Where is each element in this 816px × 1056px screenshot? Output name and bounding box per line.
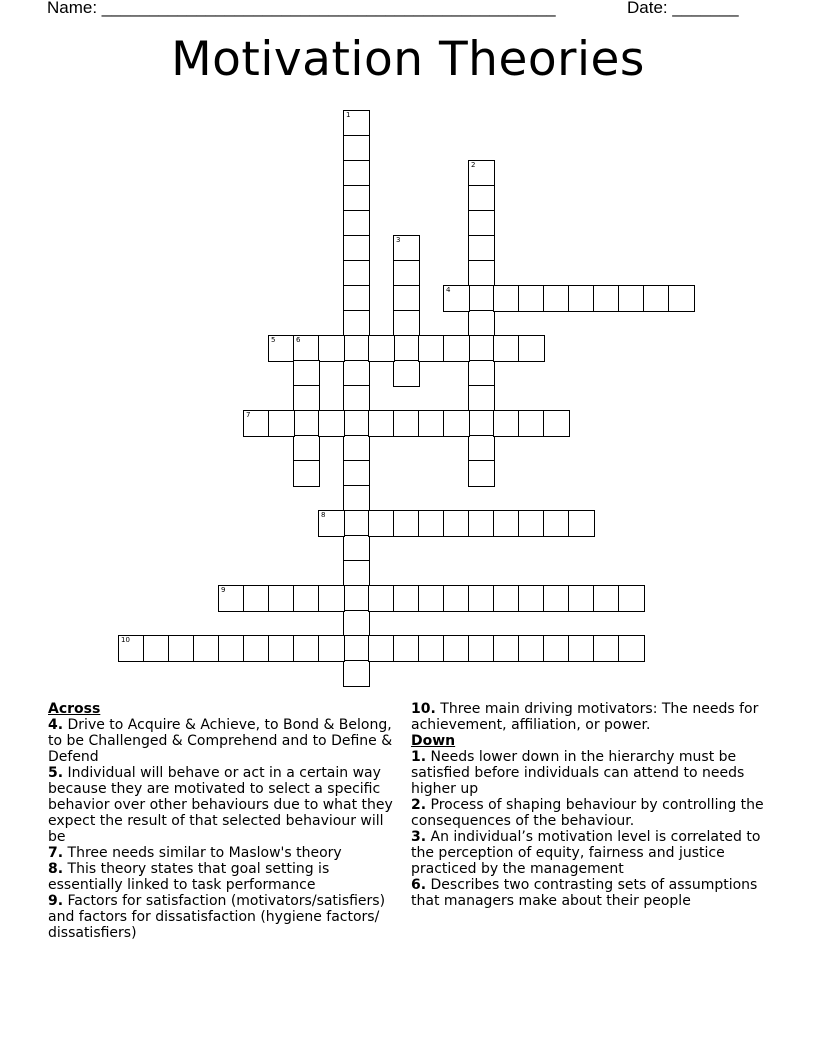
crossword-cell[interactable] <box>368 635 395 662</box>
crossword-cell[interactable] <box>443 335 470 362</box>
clue-down-6 <box>411 877 767 909</box>
crossword-cell[interactable] <box>218 635 245 662</box>
crossword-cell[interactable] <box>443 410 470 437</box>
crossword-cell[interactable] <box>293 385 320 412</box>
clue-number: 1. <box>411 749 427 765</box>
date-field-label: Date: _______ <box>627 0 739 17</box>
crossword-cell[interactable] <box>493 285 520 312</box>
crossword-cell[interactable] <box>393 360 420 387</box>
cell-number: 9 <box>221 586 226 594</box>
cell-number: 10 <box>121 636 130 644</box>
crossword-cell[interactable] <box>343 335 370 362</box>
crossword-cell[interactable] <box>343 610 370 637</box>
crossword-cell[interactable] <box>343 310 370 337</box>
crossword-cell[interactable] <box>343 535 370 562</box>
crossword-cell[interactable] <box>418 410 445 437</box>
crossword-cell[interactable] <box>343 385 370 412</box>
crossword-cell[interactable] <box>518 335 545 362</box>
crossword-cell[interactable] <box>368 510 395 537</box>
clues-left-column <box>48 701 398 941</box>
crossword-cell[interactable] <box>443 285 470 312</box>
crossword-cell[interactable] <box>468 385 495 412</box>
crossword-cell[interactable] <box>293 635 320 662</box>
cell-number: 3 <box>396 236 401 244</box>
clue-text: Factors for satisfaction (motivators/satisfiers) and factors for dissatisfaction (hygiene factors/ dissatisfiers) <box>48 893 386 941</box>
crossword-cell[interactable] <box>343 235 370 262</box>
crossword-cell[interactable] <box>493 585 520 612</box>
clue-number: 4. <box>48 717 64 733</box>
crossword-cell[interactable] <box>293 410 320 437</box>
crossword-cell[interactable] <box>393 510 420 537</box>
crossword-cell[interactable] <box>343 510 370 537</box>
crossword-cell[interactable] <box>343 210 370 237</box>
crossword-cell[interactable] <box>393 260 420 287</box>
clue-text: Process of shaping behaviour by controlling the consequences of the behaviour. <box>411 797 764 829</box>
crossword-cell[interactable] <box>468 360 495 387</box>
crossword-cell[interactable] <box>293 585 320 612</box>
crossword-cell[interactable] <box>543 285 570 312</box>
crossword-cell[interactable] <box>218 585 245 612</box>
crossword-cell[interactable] <box>443 510 470 537</box>
cell-number: 4 <box>446 286 451 294</box>
crossword-cell[interactable] <box>118 635 145 662</box>
clue-number: 9. <box>48 893 64 909</box>
crossword-cell[interactable] <box>493 335 520 362</box>
crossword-cell[interactable] <box>593 585 620 612</box>
crossword-cell[interactable] <box>518 410 545 437</box>
clue-number: 8. <box>48 861 64 877</box>
clue-across-5 <box>48 765 398 845</box>
clue-number: 6. <box>411 877 427 893</box>
crossword-cell[interactable] <box>318 410 345 437</box>
clue-text: This theory states that goal setting is essentially linked to task performance <box>48 861 330 893</box>
cell-number: 5 <box>271 336 276 344</box>
crossword-cell[interactable] <box>468 510 495 537</box>
crossword-cell[interactable] <box>393 335 420 362</box>
clue-across-8 <box>48 861 398 893</box>
crossword-cell[interactable] <box>468 235 495 262</box>
crossword-cell[interactable] <box>468 460 495 487</box>
crossword-cell[interactable] <box>518 585 545 612</box>
crossword-cell[interactable] <box>543 410 570 437</box>
crossword-cell[interactable] <box>343 110 370 137</box>
crossword-cell[interactable] <box>393 410 420 437</box>
clue-across-10 <box>411 701 767 733</box>
crossword-cell[interactable] <box>543 585 570 612</box>
crossword-cell[interactable] <box>268 635 295 662</box>
clue-number: 5. <box>48 765 64 781</box>
crossword-cell[interactable] <box>293 435 320 462</box>
crossword-cell[interactable] <box>318 510 345 537</box>
crossword-cell[interactable] <box>518 510 545 537</box>
crossword-cell[interactable] <box>468 285 495 312</box>
crossword-cell[interactable] <box>318 585 345 612</box>
crossword-cell[interactable] <box>343 185 370 212</box>
crossword-cell[interactable] <box>343 260 370 287</box>
crossword-cell[interactable] <box>343 410 370 437</box>
crossword-cell[interactable] <box>468 185 495 212</box>
crossword-cell[interactable] <box>468 635 495 662</box>
crossword-cell[interactable] <box>643 285 670 312</box>
clue-text: An individual’s motivation level is correlated to the perception of equity, fairness and justice practiced by the management <box>411 829 761 877</box>
crossword-cell[interactable] <box>393 585 420 612</box>
crossword-cell[interactable] <box>243 585 270 612</box>
crossword-cell[interactable] <box>318 335 345 362</box>
crossword-cell[interactable] <box>293 360 320 387</box>
crossword-cell[interactable] <box>393 310 420 337</box>
crossword-cell[interactable] <box>268 410 295 437</box>
crossword-cell[interactable] <box>593 285 620 312</box>
across-heading: Across <box>48 701 101 717</box>
clue-text: Describes two contrasting sets of assumptions that managers make about their people <box>411 877 758 909</box>
crossword-cell[interactable] <box>343 285 370 312</box>
crossword-cell[interactable] <box>468 435 495 462</box>
crossword-cell[interactable] <box>568 510 595 537</box>
down-heading: Down <box>411 733 456 749</box>
crossword-cell[interactable] <box>518 285 545 312</box>
crossword-cell[interactable] <box>468 410 495 437</box>
crossword-cell[interactable] <box>343 435 370 462</box>
crossword-cell[interactable] <box>168 635 195 662</box>
crossword-cell[interactable] <box>618 285 645 312</box>
crossword-cell[interactable] <box>368 335 395 362</box>
crossword-cell[interactable] <box>518 635 545 662</box>
crossword-cell[interactable] <box>393 635 420 662</box>
crossword-cell[interactable] <box>293 335 320 362</box>
crossword-cell[interactable] <box>243 410 270 437</box>
crossword-cell[interactable] <box>368 585 395 612</box>
crossword-cell[interactable] <box>418 635 445 662</box>
page-title: Motivation Theories <box>171 32 645 87</box>
clues-right-column <box>411 701 767 909</box>
crossword-cell[interactable] <box>293 460 320 487</box>
crossword-cell[interactable] <box>618 635 645 662</box>
crossword-cell[interactable] <box>418 510 445 537</box>
clue-down-1 <box>411 749 767 797</box>
clue-number: 2. <box>411 797 427 813</box>
crossword-cell[interactable] <box>343 135 370 162</box>
crossword-cell[interactable] <box>593 635 620 662</box>
clue-across-9 <box>48 893 398 941</box>
crossword-cell[interactable] <box>468 585 495 612</box>
crossword-cell[interactable] <box>343 160 370 187</box>
crossword-cell[interactable] <box>193 635 220 662</box>
crossword-cell[interactable] <box>343 635 370 662</box>
crossword-cell[interactable] <box>493 635 520 662</box>
crossword-cell[interactable] <box>143 635 170 662</box>
clue-number: 3. <box>411 829 427 845</box>
crossword-cell[interactable] <box>343 560 370 587</box>
clue-text: Three needs similar to Maslow's theory <box>67 845 342 861</box>
clue-text: Drive to Acquire & Achieve, to Bond & Belong, to be Challenged & Comprehend and to Define & Defend <box>48 717 393 765</box>
clue-down-3 <box>411 829 767 877</box>
crossword-cell[interactable] <box>668 285 695 312</box>
crossword-cell[interactable] <box>443 585 470 612</box>
crossword-cell[interactable] <box>318 635 345 662</box>
clue-text: Three main driving motivators: The needs for achievement, affiliation, or power. <box>411 701 759 733</box>
crossword-cell[interactable] <box>343 485 370 512</box>
crossword-cell[interactable] <box>468 160 495 187</box>
crossword-cell[interactable] <box>393 235 420 262</box>
crossword-cell[interactable] <box>243 635 270 662</box>
crossword-cell[interactable] <box>343 660 370 687</box>
clue-number: 7. <box>48 845 64 861</box>
cell-number: 8 <box>321 511 326 519</box>
clue-text: Individual will behave or act in a certain way because they are motivated to select a specific behavior over other behaviours due to what they expect the result of that selected behaviour will be <box>48 765 393 845</box>
cell-number: 6 <box>296 336 301 344</box>
crossword-cell[interactable] <box>343 460 370 487</box>
name-field-label: Name: ________________________________________________ <box>47 0 556 17</box>
crossword-cell[interactable] <box>468 335 495 362</box>
crossword-cell[interactable] <box>543 635 570 662</box>
crossword-cell[interactable] <box>568 585 595 612</box>
crossword-cell[interactable] <box>568 635 595 662</box>
crossword-cell[interactable] <box>343 360 370 387</box>
crossword-cell[interactable] <box>418 335 445 362</box>
crossword-cell[interactable] <box>468 210 495 237</box>
cell-number: 2 <box>471 161 476 169</box>
crossword-cell[interactable] <box>418 585 445 612</box>
cell-number: 7 <box>246 411 251 419</box>
clue-number: 10. <box>411 701 436 717</box>
clue-text: Needs lower down in the hierarchy must be satisfied before individuals can attend to needs higher up <box>411 749 745 797</box>
crossword-cell[interactable] <box>493 410 520 437</box>
crossword-cell[interactable] <box>443 635 470 662</box>
crossword-cell[interactable] <box>493 510 520 537</box>
cell-number: 1 <box>346 111 351 119</box>
crossword-cell[interactable] <box>468 260 495 287</box>
crossword-cell[interactable] <box>468 310 495 337</box>
clue-across-7 <box>48 845 398 861</box>
crossword-cell[interactable] <box>618 585 645 612</box>
crossword-cell[interactable] <box>268 335 295 362</box>
crossword-cell[interactable] <box>368 410 395 437</box>
crossword-cell[interactable] <box>393 285 420 312</box>
crossword-cell[interactable] <box>268 585 295 612</box>
crossword-cell[interactable] <box>543 510 570 537</box>
clue-across-4 <box>48 717 398 765</box>
clue-down-2 <box>411 797 767 829</box>
crossword-cell[interactable] <box>568 285 595 312</box>
crossword-cell[interactable] <box>343 585 370 612</box>
